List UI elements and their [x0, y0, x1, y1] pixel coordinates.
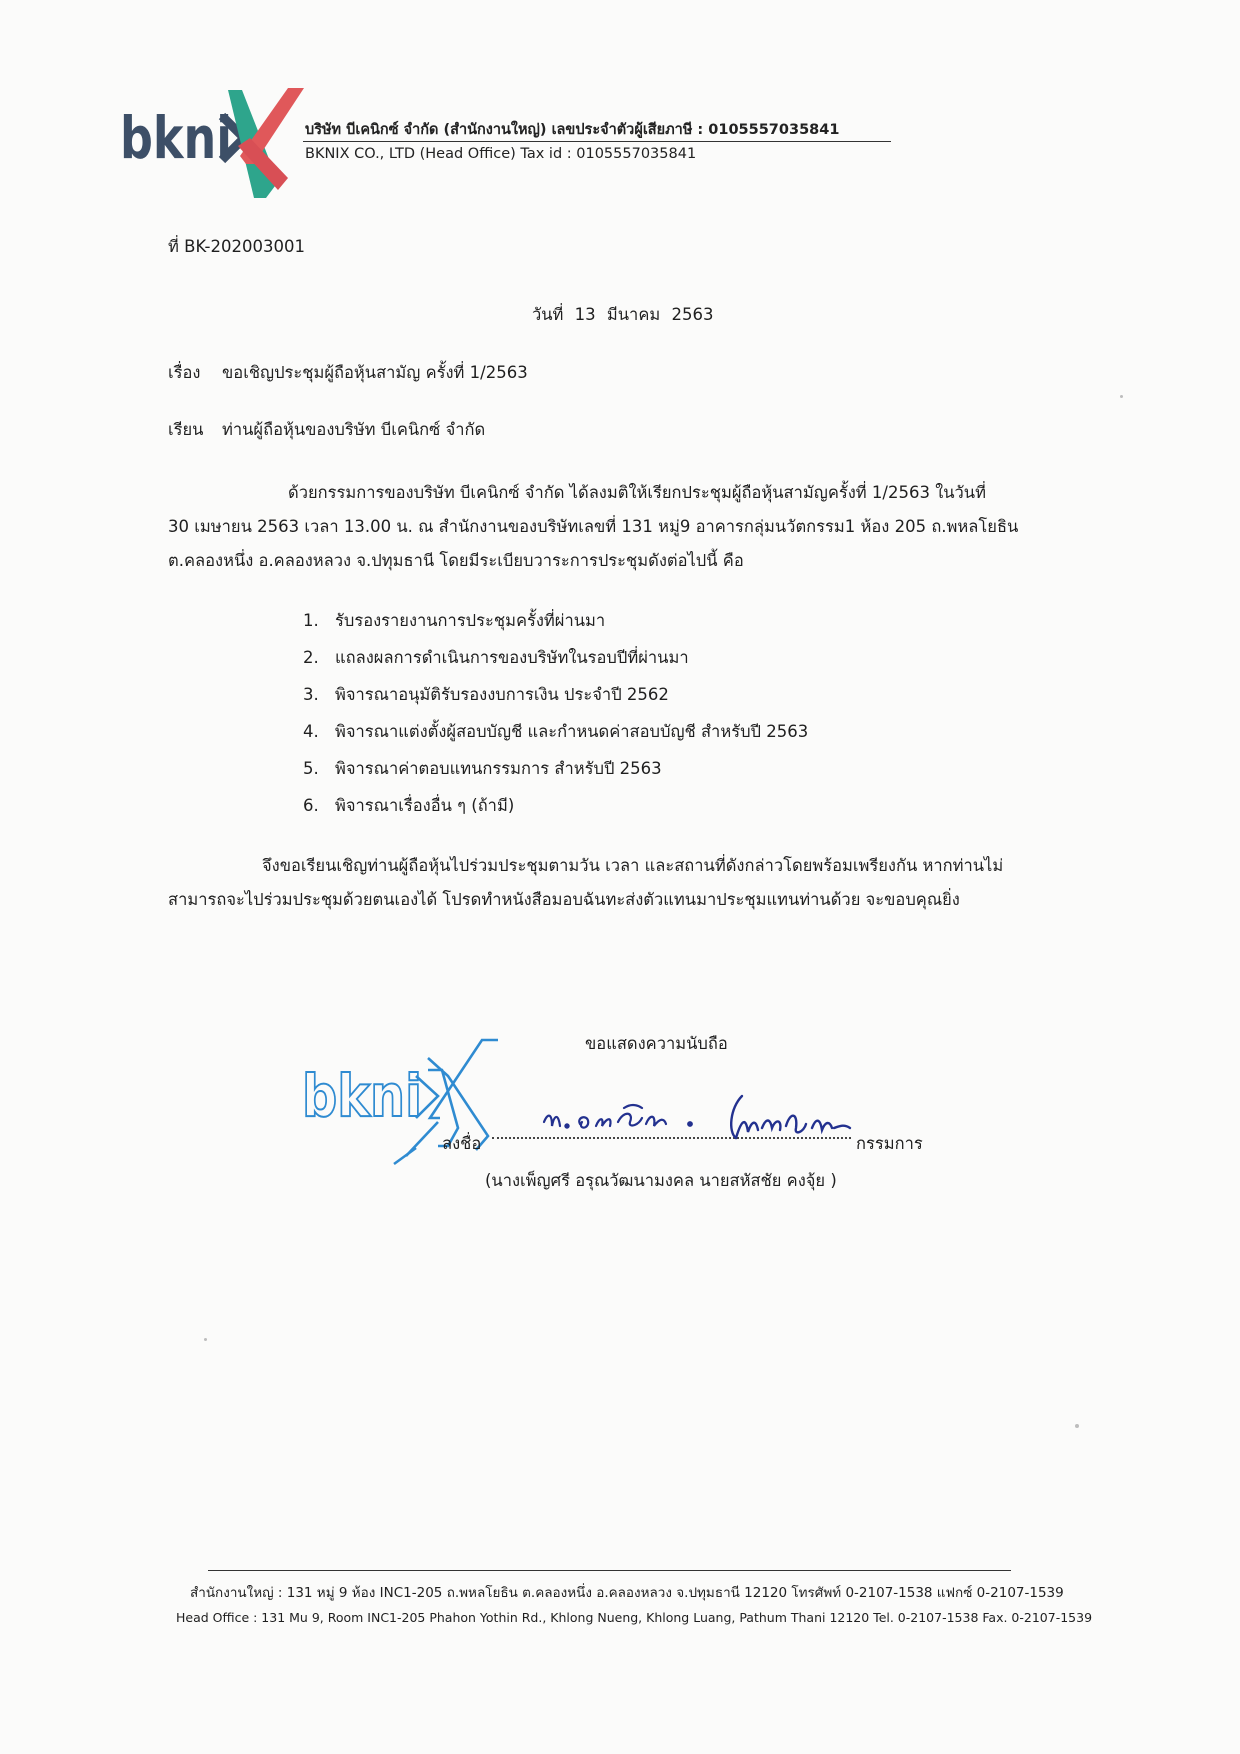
agenda-number: 5.: [303, 759, 319, 778]
agenda-text: พิจารณาค่าตอบแทนกรรมการ สำหรับปี 2563: [335, 759, 662, 778]
scan-speck: [204, 1338, 207, 1341]
footer-divider: [208, 1570, 1011, 1571]
svg-text:bkni: bkni: [120, 104, 232, 172]
agenda-item: [303, 756, 808, 793]
agenda-list: [303, 608, 808, 830]
handwritten-signature-1: [538, 1096, 713, 1146]
body-paragraph-1: [168, 480, 1048, 582]
scan-speck: [1075, 1424, 1079, 1428]
agenda-number: 4.: [303, 722, 319, 741]
agenda-text: แถลงผลการดำเนินการของบริษัทในรอบปีที่ผ่านมา: [335, 648, 689, 667]
paragraph-line: ต.คลองหนึ่ง อ.คลองหลวง จ.ปทุมธานี โดยมีระเบียบวาระการประชุมดังต่อไปนี้ คือ: [168, 551, 744, 570]
paragraph-line: 30 เมษายน 2563 เวลา 13.00 น. ณ สำนักงานของบริษัทเลขที่ 131 หมู่9 อาคารกลุ่มนวัตกรรม1 ห้อง 205 ถ.พหลโยธิน: [168, 517, 1019, 536]
footer-address-english: Head Office : 131 Mu 9, Room INC1-205 Phahon Yothin Rd., Khlong Nueng, Khlong Luang, Pathum Thani 12120 Tel. 0-2107-1538 Fax. 0-2107-1539: [176, 1610, 1093, 1625]
signature-label: ลงชื่อ: [442, 1134, 482, 1153]
agenda-text: พิจารณาแต่งตั้งผู้สอบบัญชี และกำหนดค่าสอบบัญชี สำหรับปี 2563: [335, 722, 809, 741]
paragraph-line: จึงขอเรียนเชิญท่านผู้ถือหุ้นไปร่วมประชุมตามวัน เวลา และสถานที่ดังกล่าวโดยพร้อมเพรียงกัน หากท่านไม่: [262, 856, 1004, 875]
handwritten-signature-2: [722, 1088, 872, 1148]
footer-address-thai: สำนักงานใหญ่ : 131 หมู่ 9 ห้อง INC1-205 ถ.พหลโยธิน ต.คลองหนึ่ง อ.คลองหลวง จ.ปทุมธานี 12120 โทรศัพท์ 0-2107-1538 แฟกซ์ 0-2107-1539: [190, 1585, 1064, 1601]
company-name-english: BKNIX CO., LTD (Head Office) Tax id : 0105557035841: [305, 146, 697, 162]
bknix-logo: [118, 86, 308, 210]
agenda-item: [303, 719, 808, 756]
agenda-text: พิจารณาเรื่องอื่น ๆ (ถ้ามี): [335, 796, 515, 815]
paragraph-line: ด้วยกรรมการของบริษัท บีเคนิกซ์ จำกัด ได้ลงมติให้เรียกประชุมผู้ถือหุ้นสามัญครั้งที่ 1/2563 ในวันที่: [288, 483, 986, 502]
agenda-number: 3.: [303, 685, 319, 704]
closing-salutation: ขอแสดงความนับถือ: [585, 1034, 728, 1053]
agenda-item: [303, 793, 808, 830]
agenda-number: 6.: [303, 796, 319, 815]
recipient-label: เรียน: [168, 420, 204, 439]
subject-label: เรื่อง: [168, 363, 201, 382]
agenda-item: [303, 645, 808, 682]
signatory-names: (นางเพ็ญศรี อรุณวัฒนามงคล นายสหัสชัย คงจุ้ย ): [485, 1171, 837, 1190]
company-name-thai: บริษัท บีเคนิกซ์ จำกัด (สำนักงานใหญ่) เลขประจำตัวผู้เสียภาษี : 0105557035841: [305, 122, 840, 138]
agenda-text: พิจารณาอนุมัติรับรองงบการเงิน ประจำปี 2562: [335, 685, 669, 704]
header-divider: [303, 141, 891, 142]
subject-text: ขอเชิญประชุมผู้ถือหุ้นสามัญ ครั้งที่ 1/2563: [222, 363, 528, 382]
agenda-number: 2.: [303, 648, 319, 667]
agenda-item: [303, 682, 808, 719]
document-number: ที่ BK-202003001: [168, 237, 305, 256]
body-paragraph-2: [168, 853, 1048, 921]
agenda-number: 1.: [303, 611, 319, 630]
letter-date: วันที่ 13 มีนาคม 2563: [532, 305, 714, 324]
recipient-text: ท่านผู้ถือหุ้นของบริษัท บีเคนิกซ์ จำกัด: [222, 420, 486, 439]
paragraph-line: สามารถจะไปร่วมประชุมด้วยตนเองได้ โปรดทำหนังสือมอบฉันทะส่งตัวแทนมาประชุมแทนท่านด้วย จะขอบคุณยิ่ง: [168, 890, 960, 909]
agenda-text: รับรองรายงานการประชุมครั้งที่ผ่านมา: [335, 611, 606, 630]
svg-text:bkni: bkni: [302, 1062, 422, 1130]
signatory-title: กรรมการ: [856, 1134, 923, 1153]
agenda-item: [303, 608, 808, 645]
scan-speck: [1120, 395, 1123, 398]
